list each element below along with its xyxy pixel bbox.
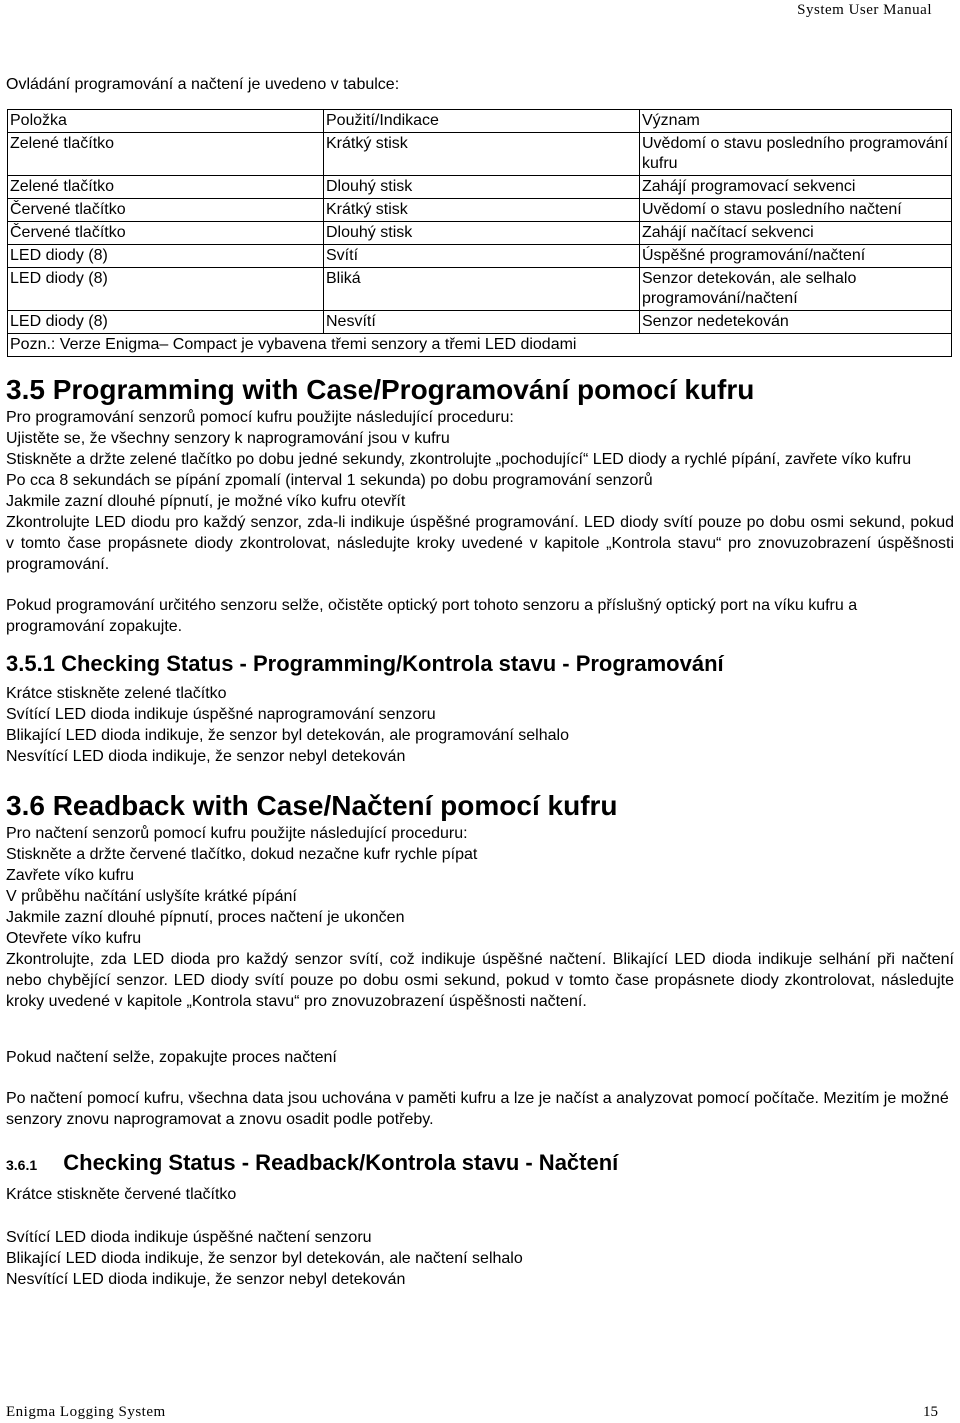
- table-cell: Zelené tlačítko: [8, 176, 324, 199]
- table-row: [8, 311, 952, 334]
- s361-line: Svítící LED dioda indikuje úspěšné načtení senzoru: [6, 1229, 372, 1246]
- running-header: System User Manual: [797, 2, 932, 18]
- s36-line: Stiskněte a držte červené tlačítko, dokud nezačne kufr rychle pípat: [6, 846, 478, 863]
- s361-line: Nesvítící LED dioda indikuje, že senzor nebyl detekován: [6, 1271, 406, 1288]
- table-header-cell: Význam: [640, 110, 952, 133]
- section-title: Checking Status - Programming/Kontrola stavu - Programování: [61, 651, 724, 676]
- table-cell: Zahájí načítací sekvenci: [640, 222, 952, 245]
- table-cell: Uvědomí o stavu posledního načtení: [640, 199, 952, 222]
- section-3-6-1-heading: [6, 1150, 954, 1178]
- s35-line: Jakmile zazní dlouhé pípnutí, je možné víko kufru otevřít: [6, 493, 406, 510]
- table-cell: Zelené tlačítko: [8, 133, 324, 176]
- page-content: [6, 74, 954, 1290]
- table-cell: Svítí: [324, 245, 640, 268]
- s351-line: Svítící LED dioda indikuje úspěšné naprogramování senzoru: [6, 706, 436, 723]
- table-cell: LED diody (8): [8, 245, 324, 268]
- table-cell: Senzor detekován, ale selhalo programování/načtení: [640, 268, 952, 311]
- table-cell: Krátký stisk: [324, 199, 640, 222]
- table-row: [8, 176, 952, 199]
- s361-line: Krátce stiskněte červené tlačítko: [6, 1186, 237, 1203]
- table-cell: Dlouhý stisk: [324, 222, 640, 245]
- table-note-row: [8, 334, 952, 357]
- s35-paragraph: Pokud programování určitého senzoru selže, očistěte optický port tohoto senzoru a příslušný optický port na víku kufru a programování zopakujte.: [6, 597, 858, 635]
- table-cell: Zahájí programovací sekvenci: [640, 176, 952, 199]
- page-number: 15: [923, 1404, 938, 1420]
- table-header-cell: Použití/Indikace: [324, 110, 640, 133]
- section-number: 3.6.1: [6, 1157, 38, 1173]
- table-row: [8, 245, 952, 268]
- s36-line: Zavřete víko kufru: [6, 867, 135, 884]
- footer-title: Enigma Logging System: [6, 1404, 166, 1420]
- table-row: [8, 268, 952, 311]
- s361-line: Blikající LED dioda indikuje, že senzor byl detekován, ale načtení selhalo: [6, 1250, 523, 1267]
- table-cell: Červené tlačítko: [8, 199, 324, 222]
- table-cell: LED diody (8): [8, 311, 324, 334]
- s35-line: Pro programování senzorů pomocí kufru použijte následující proceduru:: [6, 409, 514, 426]
- s351-line: Krátce stiskněte zelené tlačítko: [6, 685, 227, 702]
- s351-line: Blikající LED dioda indikuje, že senzor byl detekován, ale programování selhalo: [6, 727, 569, 744]
- table-cell: Uvědomí o stavu posledního programování kufru: [640, 133, 952, 176]
- table-cell: Nesvítí: [324, 311, 640, 334]
- s36-line: Otevřete víko kufru: [6, 930, 142, 947]
- section-3-6-heading: 3.6 Readback with Case/Načtení pomocí kufru: [6, 790, 618, 821]
- table-header-row: [8, 110, 952, 133]
- table-cell: Senzor nedetekován: [640, 311, 952, 334]
- controls-table: [7, 109, 952, 357]
- table-intro: Ovládání programování a načtení je uvedeno v tabulce:: [6, 76, 400, 93]
- s36-line: Pro načtení senzorů pomocí kufru použijte následující proceduru:: [6, 825, 468, 842]
- table-row: [8, 133, 952, 176]
- s35-line: Po cca 8 sekundách se pípání zpomalí (interval 1 sekunda) po dobu programování senzorů: [6, 472, 653, 489]
- table-note: Pozn.: Verze Enigma– Compact je vybavena třemi senzory a třemi LED diodami: [8, 334, 952, 357]
- s351-line: Nesvítící LED dioda indikuje, že senzor nebyl detekován: [6, 748, 406, 765]
- s36-paragraph: Pokud načtení selže, zopakujte proces načtení: [6, 1049, 337, 1066]
- section-3-5-heading: 3.5 Programming with Case/Programování pomocí kufru: [6, 374, 755, 405]
- s35-line: Stiskněte a držte zelené tlačítko po dobu jedné sekundy, zkontrolujte „pochodující“ LED diody a rychlé pípání, zavřete víko kufru: [6, 451, 912, 468]
- table-row: [8, 199, 952, 222]
- s36-line: V průběhu načítání uslyšíte krátké pípání: [6, 888, 297, 905]
- table-cell: LED diody (8): [8, 268, 324, 311]
- table-row: [8, 222, 952, 245]
- section-3-5-1-heading: [6, 651, 954, 677]
- table-cell: Dlouhý stisk: [324, 176, 640, 199]
- table-cell: Úspěšné programování/načtení: [640, 245, 952, 268]
- table-cell: Bliká: [324, 268, 640, 311]
- s36-paragraph: Zkontrolujte, zda LED dioda pro každý senzor svítí, což indikuje úspěšné načtení. Blikající LED dioda indikuje selhání při načtení nebo chybějící senzor. LED diody svítí pouze po dobu osmi sekund, pokud v tomto čase propásnete diody zkontrolovat, následujte kroky uvedené v kapitole „Kontrola stavu“ pro znovuzobrazení úspěšnosti načtení.: [6, 951, 954, 1010]
- s36-paragraph: Po načtení pomocí kufru, všechna data jsou uchována v paměti kufru a lze je načíst a analyzovat pomocí počítače. Mezitím je možné senzory znovu naprogramovat a znovu osadit podle potřeby.: [6, 1090, 949, 1128]
- section-title: Checking Status - Readback/Kontrola stavu - Načtení: [63, 1150, 619, 1175]
- section-number: 3.5.1: [6, 651, 55, 676]
- table-header-cell: Položka: [8, 110, 324, 133]
- table-cell: Krátký stisk: [324, 133, 640, 176]
- s35-line: Ujistěte se, že všechny senzory k naprogramování jsou v kufru: [6, 430, 450, 447]
- table-cell: Červené tlačítko: [8, 222, 324, 245]
- s36-line: Jakmile zazní dlouhé pípnutí, proces načtení je ukončen: [6, 909, 405, 926]
- s35-paragraph: Zkontrolujte LED diodu pro každý senzor, zda-li indikuje úspěšné programování. LED diody svítí pouze po dobu osmi sekund, pokud v tomto čase propásnete diody zkontrolovat, následujte kroky uvedené v kapitole „Kontrola stavu“ pro znovuzobrazení úspěšnosti programování.: [6, 514, 954, 573]
